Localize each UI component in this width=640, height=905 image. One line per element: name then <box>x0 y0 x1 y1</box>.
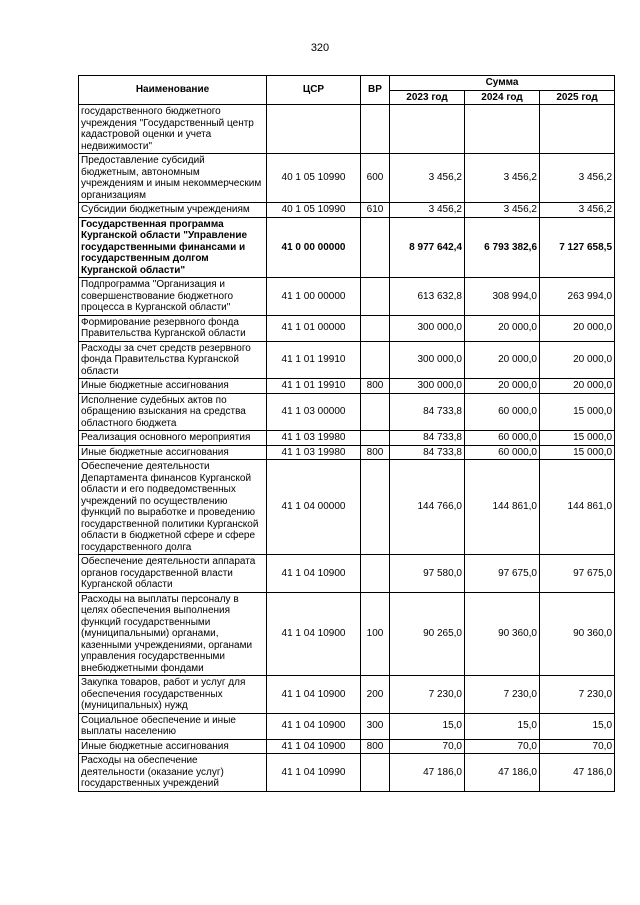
row-name: Предоставление субсидий бюджетным, автономным учреждениям и иным некоммерческим организациям <box>79 154 267 203</box>
table-row <box>79 203 615 218</box>
row-vr: 300 <box>361 713 390 739</box>
row-name: Расходы на обеспечение деятельности (оказание услуг) государственных учреждений <box>79 754 267 792</box>
row-vr: 800 <box>361 379 390 394</box>
table-row <box>79 393 615 431</box>
row-csr: 40 1 05 10990 <box>267 203 361 218</box>
row-name: Закупка товаров, работ и услуг для обеспечения государственных (муниципальных) нужд <box>79 676 267 714</box>
row-csr <box>267 105 361 154</box>
row-2025: 70,0 <box>540 739 615 754</box>
row-vr <box>361 105 390 154</box>
table-row <box>79 592 615 676</box>
row-csr: 41 1 01 00000 <box>267 315 361 341</box>
row-vr: 600 <box>361 154 390 203</box>
row-2023: 70,0 <box>390 739 465 754</box>
row-2025: 15,0 <box>540 713 615 739</box>
row-2025: 15 000,0 <box>540 445 615 460</box>
row-name: Обеспечение деятельности аппарата органов государственной власти Курганской области <box>79 555 267 593</box>
row-csr: 41 1 00 00000 <box>267 278 361 316</box>
row-name: государственного бюджетного учреждения "Государственный центр кадастровой оценки и учета недвижимости" <box>79 105 267 154</box>
row-2024: 6 793 382,6 <box>465 217 540 278</box>
row-2024: 20 000,0 <box>465 315 540 341</box>
table-row <box>79 379 615 394</box>
row-2023: 613 632,8 <box>390 278 465 316</box>
row-name: Расходы за счет средств резервного фонда Правительства Курганской области <box>79 341 267 379</box>
row-2024: 15,0 <box>465 713 540 739</box>
row-2024: 60 000,0 <box>465 445 540 460</box>
row-2023: 3 456,2 <box>390 203 465 218</box>
table-row <box>79 445 615 460</box>
row-2025: 7 230,0 <box>540 676 615 714</box>
row-2023: 300 000,0 <box>390 315 465 341</box>
row-name: Субсидии бюджетным учреждениям <box>79 203 267 218</box>
row-vr: 610 <box>361 203 390 218</box>
row-2024: 70,0 <box>465 739 540 754</box>
row-csr: 41 1 03 19980 <box>267 445 361 460</box>
table-row <box>79 341 615 379</box>
table-row <box>79 754 615 792</box>
row-2023: 84 733,8 <box>390 445 465 460</box>
row-2024: 60 000,0 <box>465 431 540 446</box>
row-csr: 41 1 04 10990 <box>267 754 361 792</box>
table-row <box>79 431 615 446</box>
header-csr: ЦСР <box>267 76 361 105</box>
row-name: Расходы на выплаты персоналу в целях обеспечения выполнения функций государственными (муниципальными) органами, казенными учреждениями, органами управления государственными внебюджетными фондами <box>79 592 267 676</box>
table-row <box>79 713 615 739</box>
budget-table <box>78 75 615 792</box>
table-row <box>79 105 615 154</box>
header-year-2023: 2023 год <box>390 90 465 105</box>
row-2025: 15 000,0 <box>540 393 615 431</box>
row-csr: 41 1 04 10900 <box>267 676 361 714</box>
row-csr: 41 1 01 19910 <box>267 379 361 394</box>
row-csr: 41 1 04 00000 <box>267 460 361 555</box>
row-2024: 7 230,0 <box>465 676 540 714</box>
row-2025: 144 861,0 <box>540 460 615 555</box>
row-csr: 41 1 04 10900 <box>267 592 361 676</box>
header-year-2025: 2025 год <box>540 90 615 105</box>
row-2023: 300 000,0 <box>390 341 465 379</box>
row-2023 <box>390 105 465 154</box>
row-2024: 20 000,0 <box>465 379 540 394</box>
row-name: Исполнение судебных актов по обращению взыскания на средства областного бюджета <box>79 393 267 431</box>
row-2023: 84 733,8 <box>390 393 465 431</box>
row-2024: 90 360,0 <box>465 592 540 676</box>
row-2025: 263 994,0 <box>540 278 615 316</box>
row-csr: 41 1 04 10900 <box>267 713 361 739</box>
row-vr <box>361 460 390 555</box>
table-row <box>79 315 615 341</box>
row-name: Государственная программа Курганской области "Управление государственными финансами и государственным долгом Курганской области" <box>79 217 267 278</box>
row-2025: 20 000,0 <box>540 315 615 341</box>
table-row <box>79 460 615 555</box>
table-row <box>79 739 615 754</box>
row-2025 <box>540 105 615 154</box>
row-2024: 47 186,0 <box>465 754 540 792</box>
table-row <box>79 278 615 316</box>
row-2025: 20 000,0 <box>540 341 615 379</box>
row-csr: 41 1 04 10900 <box>267 739 361 754</box>
table-header <box>79 76 615 105</box>
table-body <box>79 105 615 792</box>
row-csr: 41 1 01 19910 <box>267 341 361 379</box>
row-2024: 97 675,0 <box>465 555 540 593</box>
row-2023: 15,0 <box>390 713 465 739</box>
row-name: Иные бюджетные ассигнования <box>79 445 267 460</box>
row-vr <box>361 315 390 341</box>
row-name: Иные бюджетные ассигнования <box>79 739 267 754</box>
row-2024: 3 456,2 <box>465 154 540 203</box>
row-2024: 20 000,0 <box>465 341 540 379</box>
row-2025: 3 456,2 <box>540 203 615 218</box>
row-2023: 90 265,0 <box>390 592 465 676</box>
row-vr: 100 <box>361 592 390 676</box>
row-vr <box>361 555 390 593</box>
row-2023: 7 230,0 <box>390 676 465 714</box>
row-2023: 47 186,0 <box>390 754 465 792</box>
row-2024: 60 000,0 <box>465 393 540 431</box>
row-2024: 3 456,2 <box>465 203 540 218</box>
row-csr: 41 1 03 19980 <box>267 431 361 446</box>
row-2023: 3 456,2 <box>390 154 465 203</box>
header-sum: Сумма <box>390 76 615 91</box>
row-vr: 800 <box>361 445 390 460</box>
row-csr: 40 1 05 10990 <box>267 154 361 203</box>
row-2025: 15 000,0 <box>540 431 615 446</box>
row-vr: 200 <box>361 676 390 714</box>
row-vr <box>361 278 390 316</box>
row-vr <box>361 217 390 278</box>
row-vr <box>361 754 390 792</box>
row-2025: 97 675,0 <box>540 555 615 593</box>
page-number: 320 <box>310 42 330 54</box>
row-2025: 20 000,0 <box>540 379 615 394</box>
row-vr <box>361 431 390 446</box>
row-2023: 8 977 642,4 <box>390 217 465 278</box>
row-2024 <box>465 105 540 154</box>
table-row <box>79 154 615 203</box>
row-2023: 300 000,0 <box>390 379 465 394</box>
row-name: Иные бюджетные ассигнования <box>79 379 267 394</box>
row-2024: 308 994,0 <box>465 278 540 316</box>
row-2025: 90 360,0 <box>540 592 615 676</box>
row-vr <box>361 393 390 431</box>
row-csr: 41 0 00 00000 <box>267 217 361 278</box>
row-name: Социальное обеспечение и иные выплаты населению <box>79 713 267 739</box>
row-2023: 97 580,0 <box>390 555 465 593</box>
row-vr: 800 <box>361 739 390 754</box>
header-name: Наименование <box>79 76 267 105</box>
row-2025: 3 456,2 <box>540 154 615 203</box>
row-name: Реализация основного мероприятия <box>79 431 267 446</box>
table-row <box>79 555 615 593</box>
row-name: Формирование резервного фонда Правительства Курганской области <box>79 315 267 341</box>
row-2025: 47 186,0 <box>540 754 615 792</box>
header-year-2024: 2024 год <box>465 90 540 105</box>
row-csr: 41 1 04 10900 <box>267 555 361 593</box>
row-name: Обеспечение деятельности Департамента финансов Курганской области и его подведомственных учреждений по осуществлению функций по выработке и проведению государственной политики Курганской области в бюджетной сфере и сфере государственного долга <box>79 460 267 555</box>
row-csr: 41 1 03 00000 <box>267 393 361 431</box>
row-2024: 144 861,0 <box>465 460 540 555</box>
row-vr <box>361 341 390 379</box>
row-2023: 84 733,8 <box>390 431 465 446</box>
table-row-program <box>79 217 615 278</box>
row-2025: 7 127 658,5 <box>540 217 615 278</box>
row-2023: 144 766,0 <box>390 460 465 555</box>
table-row <box>79 676 615 714</box>
header-vr: ВР <box>361 76 390 105</box>
row-name: Подпрограмма "Организация и совершенствование бюджетного процесса в Курганской области" <box>79 278 267 316</box>
